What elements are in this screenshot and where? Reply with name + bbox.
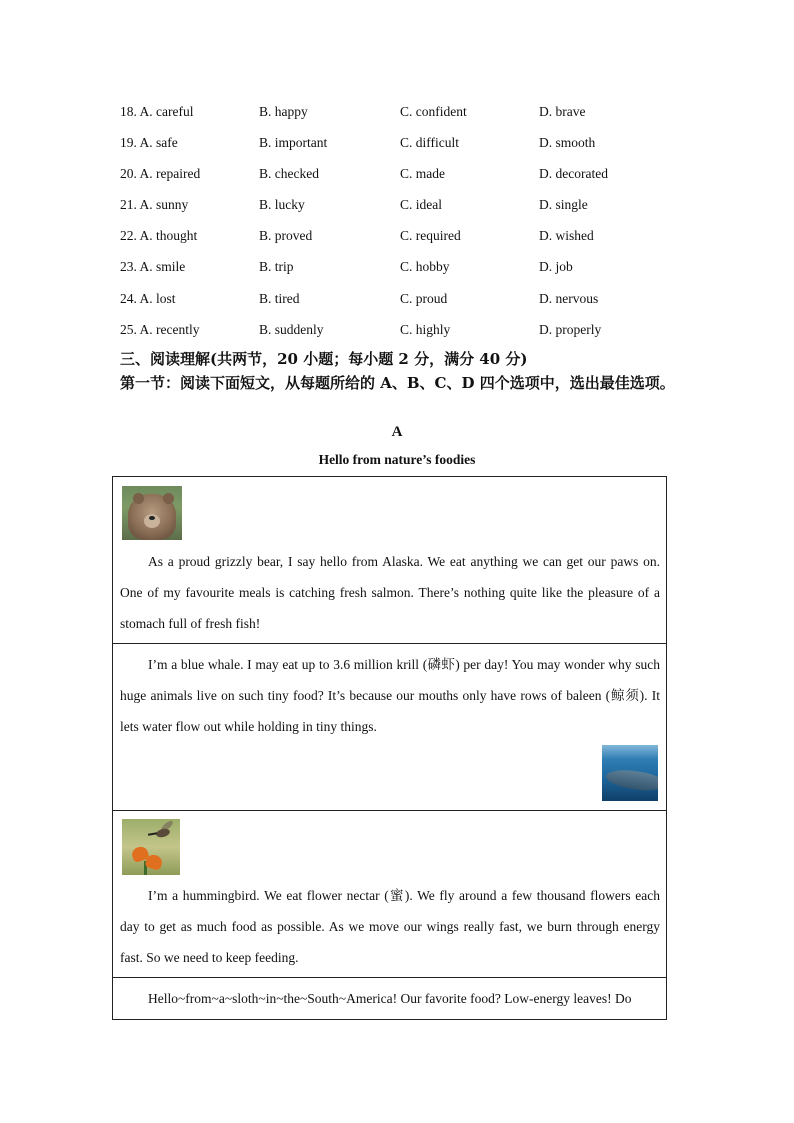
option-row — [120, 225, 680, 256]
option-c: C. hobby — [400, 259, 450, 275]
passage-block-whale — [112, 643, 667, 811]
option-row — [120, 163, 680, 194]
option-b: B. suddenly — [259, 321, 324, 337]
option-row — [120, 101, 680, 132]
option-d: D. smooth — [539, 135, 596, 151]
option-b: B. tired — [259, 290, 300, 306]
option-c: C. required — [400, 228, 461, 244]
option-a: 23. A. smile — [120, 259, 186, 275]
option-row — [120, 132, 680, 163]
option-b: B. proved — [259, 228, 313, 244]
passage-block-bear — [112, 476, 667, 644]
paragraph-sloth: Hello~from~a~sloth~in~the~South~America! Our favorite food? Low-energy leaves! Do — [148, 991, 632, 1006]
cloze-options — [120, 101, 680, 350]
grizzly-bear-image — [122, 486, 182, 540]
option-a: 18. A. careful — [120, 104, 194, 119]
option-a: 19. A. safe — [120, 135, 178, 151]
passage-letter: A — [391, 424, 403, 440]
option-row — [120, 194, 680, 225]
option-row — [120, 319, 680, 350]
option-a: 21. A. sunny — [120, 197, 189, 213]
option-d: D. nervous — [539, 290, 599, 306]
option-d: D. properly — [539, 321, 602, 337]
option-b: B. checked — [259, 166, 319, 182]
option-a: 24. A. lost — [120, 290, 176, 306]
option-d: D. job — [539, 259, 573, 275]
option-d: D. single — [539, 197, 588, 213]
option-b: B. important — [259, 135, 328, 151]
option-c: C. proud — [400, 290, 448, 306]
option-c: C. confident — [400, 104, 467, 119]
option-c: C. ideal — [400, 197, 442, 213]
option-b: B. lucky — [259, 197, 305, 213]
hummingbird-image — [122, 819, 180, 875]
option-a: 22. A. thought — [120, 228, 198, 244]
option-row — [120, 256, 680, 287]
option-b: B. trip — [259, 259, 294, 275]
paragraph-hummingbird: I’m a hummingbird. We eat flower nectar (蜜). We fly around a few thousand flowers each day to get as much food as possible. As we move our wings really fast, we burn through energy fast. So we need to keep feeding. — [120, 888, 660, 965]
section-title: 三、阅读理解(共两节，20 小题；每小题 2 分，满分 40 分) — [120, 350, 528, 368]
option-row — [120, 288, 680, 319]
option-c: C. made — [400, 166, 445, 182]
option-c: C. highly — [400, 321, 451, 337]
option-d: D. decorated — [539, 166, 608, 182]
paragraph-whale: I’m a blue whale. I may eat up to 3.6 million krill (磷虾) per day! You may wonder why such huge animals live on such tiny food? It’s because our mouths only have rows of baleen (鲸须). It lets water flow out while holding in tiny things. — [120, 657, 660, 734]
option-d: D. brave — [539, 104, 586, 119]
passage-block-hummingbird — [112, 810, 667, 978]
option-d: D. wished — [539, 228, 594, 244]
blue-whale-image — [602, 745, 658, 801]
option-a: 25. A. recently — [120, 321, 200, 337]
paragraph-bear: As a proud grizzly bear, I say hello from Alaska. We eat anything we can get our paws on. One of my favourite meals is catching fresh salmon. There’s nothing quite like the pleasure of a stomach full of fresh fish! — [120, 554, 660, 631]
section-instruction: 第一节：阅读下面短文，从每题所给的 A、B、C、D 四个选项中，选出最佳选项。 — [120, 374, 675, 392]
option-b: B. happy — [259, 104, 308, 119]
option-a: 20. A. repaired — [120, 166, 201, 182]
section-heading — [120, 347, 680, 395]
passage-title: Hello from nature’s foodies — [318, 452, 476, 467]
passage-block-sloth — [112, 977, 667, 1020]
option-c: C. difficult — [400, 135, 459, 151]
